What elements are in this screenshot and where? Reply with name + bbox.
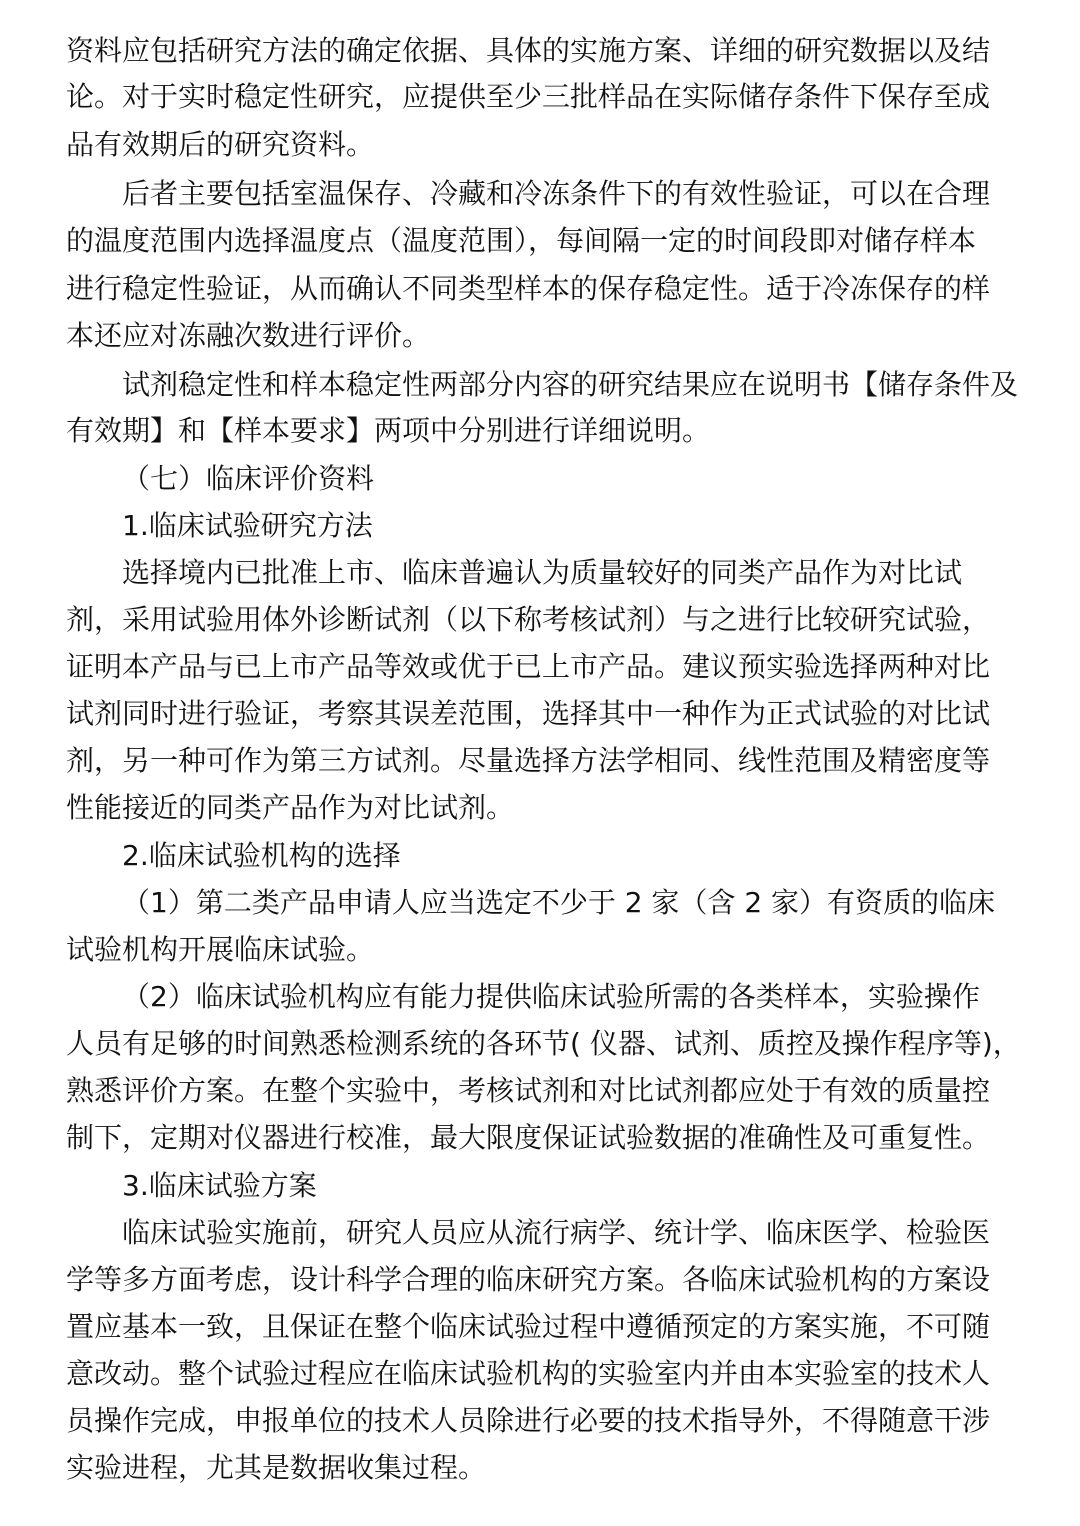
text-line: （2）临床试验机构应有能力提供临床试验所需的各类样本，实验操作 [122, 980, 980, 1013]
text-line: 员操作完成，申报单位的技术人员除进行必要的技术指导外，不得随意干涉 [66, 1404, 991, 1437]
text-line: 论。对于实时稳定性研究，应提供至少三批样品在实际储存条件下保存至成 [66, 80, 991, 113]
text-line: 意改动。整个试验过程应在临床试验机构的实验室内并由本实验室的技术人 [66, 1357, 991, 1390]
subsection-heading: 2.临床试验机构的选择 [122, 839, 401, 872]
section-heading: （七）临床评价资料 [122, 462, 375, 495]
text-line: 剂，采用试验用体外诊断试剂（以下称考核试剂）与之进行比较研究试验， [66, 603, 991, 636]
text-line: 试剂稳定性和样本稳定性两部分内容的研究结果应在说明书【储存条件及 [122, 368, 1019, 401]
text-line: 资料应包括研究方法的确定依据、具体的实施方案、详细的研究数据以及结 [66, 34, 991, 67]
text-line: 试剂同时进行验证，考察其误差范围，选择其中一种作为正式试验的对比试 [66, 697, 991, 730]
text-line: 熟悉评价方案。在整个实验中，考核试剂和对比试剂都应处于有效的质量控 [66, 1074, 991, 1107]
text-line: 性能接近的同类产品作为对比试剂。 [66, 791, 515, 824]
text-line: 进行稳定性验证，从而确认不同类型样本的保存稳定性。适于冷冻保存的样 [66, 272, 991, 305]
text-line: 制下，定期对仪器进行校准，最大限度保证试验数据的准确性及可重复性。 [66, 1121, 991, 1154]
text-line: 实验进程，尤其是数据收集过程。 [66, 1451, 487, 1484]
text-line: 本还应对冻融次数进行评价。 [66, 319, 431, 352]
text-line: 有效期】和【样本要求】两项中分别进行详细说明。 [66, 414, 711, 447]
text-line: 临床试验实施前，研究人员应从流行病学、统计学、临床医学、检验医 [122, 1216, 991, 1249]
text-line: 选择境内已批准上市、临床普遍认为质量较好的同类产品作为对比试 [122, 556, 963, 589]
text-line: （1）第二类产品申请人应当选定不少于 2 家（含 2 家）有资质的临床 [122, 886, 996, 919]
text-line: 人员有足够的时间熟悉检测系统的各环节( 仪器、试剂、质控及操作程序等)， [66, 1027, 1021, 1060]
text-line: 后者主要包括室温保存、冷藏和冷冻条件下的有效性验证，可以在合理 [122, 177, 991, 210]
text-line: 剂，另一种可作为第三方试剂。尽量选择方法学相同、线性范围及精密度等 [66, 744, 991, 777]
text-line: 置应基本一致，且保证在整个临床试验过程中遵循预定的方案实施，不可随 [66, 1310, 991, 1343]
text-line: 证明本产品与已上市产品等效或优于已上市产品。建议预实验选择两种对比 [66, 650, 991, 683]
text-line: 学等多方面考虑，设计科学合理的临床研究方案。各临床试验机构的方案设 [66, 1263, 991, 1296]
text-line: 试验机构开展临床试验。 [66, 933, 375, 966]
subsection-heading: 1.临床试验研究方法 [122, 509, 373, 542]
subsection-heading: 3.临床试验方案 [122, 1169, 317, 1202]
text-line: 的温度范围内选择温度点（温度范围），每间隔一定的时间段即对储存样本 [66, 224, 977, 257]
text-line: 品有效期后的研究资料。 [66, 128, 375, 161]
